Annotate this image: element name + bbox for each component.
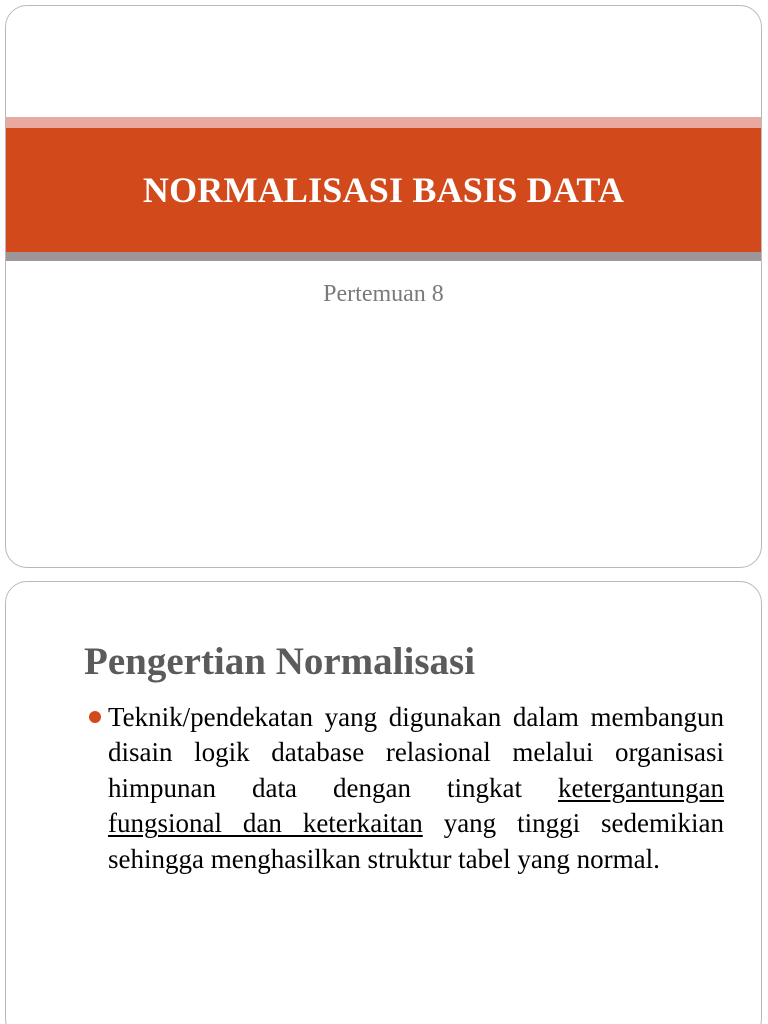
bullet-dot-icon bbox=[89, 711, 101, 723]
section-heading: Pengertian Normalisasi bbox=[84, 640, 476, 683]
title-band-bottom-stripe bbox=[6, 252, 761, 261]
title-slide bbox=[5, 5, 762, 568]
slide-title: NORMALISASI BASIS DATA bbox=[142, 170, 625, 210]
bullet-text-before: Teknik/pendekatan yang digunakan dalam membangun disain logik database relasional melalui organisasi himpunan data dengan tingkat bbox=[108, 702, 724, 803]
title-band bbox=[6, 128, 761, 252]
slide-subtitle: Pertemuan 8 bbox=[323, 281, 444, 307]
bullet-text-underlined: ketergantungan fungsional dan keterkaitan bbox=[108, 772, 724, 839]
bullet-text-after: yang tinggi sedemikian sehingga menghasilkan struktur tabel yang normal. bbox=[108, 808, 725, 874]
bullet-list bbox=[84, 700, 724, 877]
content-slide bbox=[5, 581, 762, 1024]
bullet-item bbox=[84, 700, 724, 877]
